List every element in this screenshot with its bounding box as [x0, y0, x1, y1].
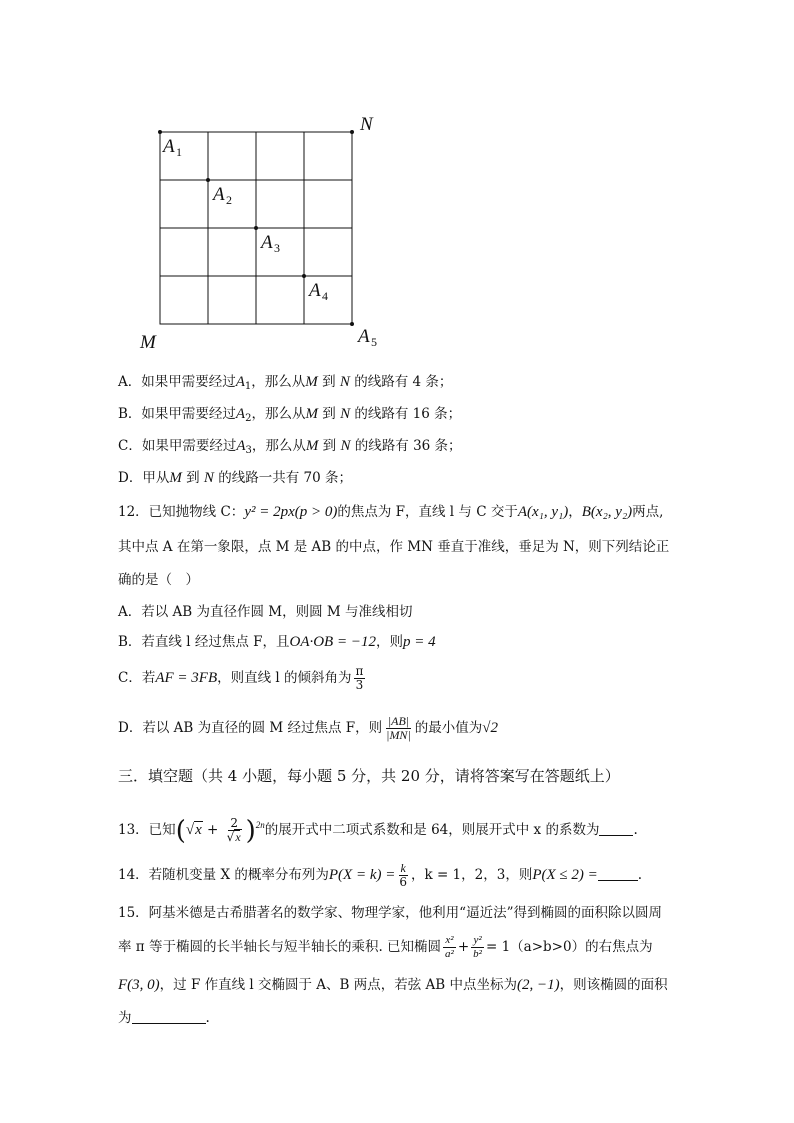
q15-line-4: 为 .	[118, 1010, 210, 1026]
q15-line-1: 15．阿基米德是古希腊著名的数学家、物理学家，他利用“逼近法”得到椭圆的面积除以圆周	[118, 905, 662, 921]
q12-option-d: D．若以 AB 为直径的圆 M 经过焦点 F，则 $\frac{|AB|}{|MN|}$ 的最小值为√2	[118, 714, 498, 742]
q14-answer-blank[interactable]	[598, 866, 638, 881]
q15-line-2: 率 π 等于椭圆的长半轴长与短半轴长的乘积. 已知椭圆 $\frac{\text{x²}}{\text{a²}}$ + $\frac{\text{y²}}{\text{b²}}$ = 1（a>b>0）的右焦点为	[118, 934, 653, 960]
section-heading: 三．填空题（共 4 小题，每小题 5 分，共 20 分，请将答案写在答题纸上）	[118, 767, 620, 785]
label-a3-sub: 3	[274, 241, 280, 255]
label-a3: A	[261, 232, 273, 253]
q12-option-a: A．若以 AB 为直径作圆 M，则圆 M 与准线相切	[118, 604, 413, 620]
point-a4	[302, 274, 306, 278]
q11-option-c: C．如果甲需要经过$A_3$，那么从M 到 N 的线路有 36 条；	[118, 438, 462, 456]
q12-stem-line-3: 确的是（ ）	[118, 572, 199, 588]
label-a4-sub: 4	[322, 289, 328, 303]
grid-figure	[130, 110, 390, 360]
point-a2	[206, 178, 210, 182]
point-a5	[350, 322, 354, 326]
label-a2: A	[213, 184, 225, 205]
label-a2-sub: 2	[226, 193, 232, 207]
point-a1	[158, 130, 162, 134]
q13: 13．已知(√x + $\frac{2}{√x}$ )$^{2n}$的展开式中二项式系数和是 64，则展开式中 x 的系数为 .	[118, 816, 638, 846]
point-a3	[254, 226, 258, 230]
label-m: M	[140, 332, 156, 353]
q11-option-b: B．如果甲需要经过$A_2$，那么从M 到 N 的线路有 16 条；	[118, 406, 462, 424]
q15-line-3: F(3, 0)，过 F 作直线 l 交椭圆于 A、B 两点，若弦 AB 中点坐标为(2, −1)，则该椭圆的面积	[118, 977, 668, 993]
q11-option-a: A．如果甲需要经过$A_1$，那么从M 到 N 的线路有 4 条；	[118, 374, 453, 392]
label-a1: A	[163, 136, 175, 157]
q12-option-b: B．若直线 l 经过焦点 F，且OA·OB = −12，则p = 4	[118, 634, 436, 650]
point-n	[350, 130, 354, 134]
q12-stem-line-2: 其中点 A 在第一象限，点 M 是 AB 的中点，作 MN 垂直于准线，垂足为 N，则下列结论正	[118, 539, 670, 555]
q12-stem-line-1: 12．已知抛物线 C：y² = 2px(p > 0)的焦点为 F，直线 l 与 C 交于A(x₁, y₁)，B(x₂, y₂)两点,	[118, 504, 664, 520]
q12-option-c: C．若AF = 3FB，则直线 l 的倾斜角为 $\frac{\pi}{3}$	[118, 664, 364, 692]
q13-answer-blank[interactable]	[599, 821, 633, 836]
label-a1-sub: 1	[176, 145, 182, 159]
label-a4: A	[309, 280, 321, 301]
label-a5-sub: 5	[371, 335, 377, 349]
q14: 14．若随机变量 X 的概率分布列为P(X = k) = $\frac{k}{6}$ ，k = 1，2，3，则P(X ≤ 2) = .	[118, 861, 643, 889]
label-n: N	[360, 114, 373, 135]
q15-answer-blank[interactable]	[132, 1009, 206, 1024]
label-a5: A	[358, 326, 370, 347]
q11-option-d: D．甲从M 到 N 的线路一共有 70 条；	[118, 470, 352, 486]
